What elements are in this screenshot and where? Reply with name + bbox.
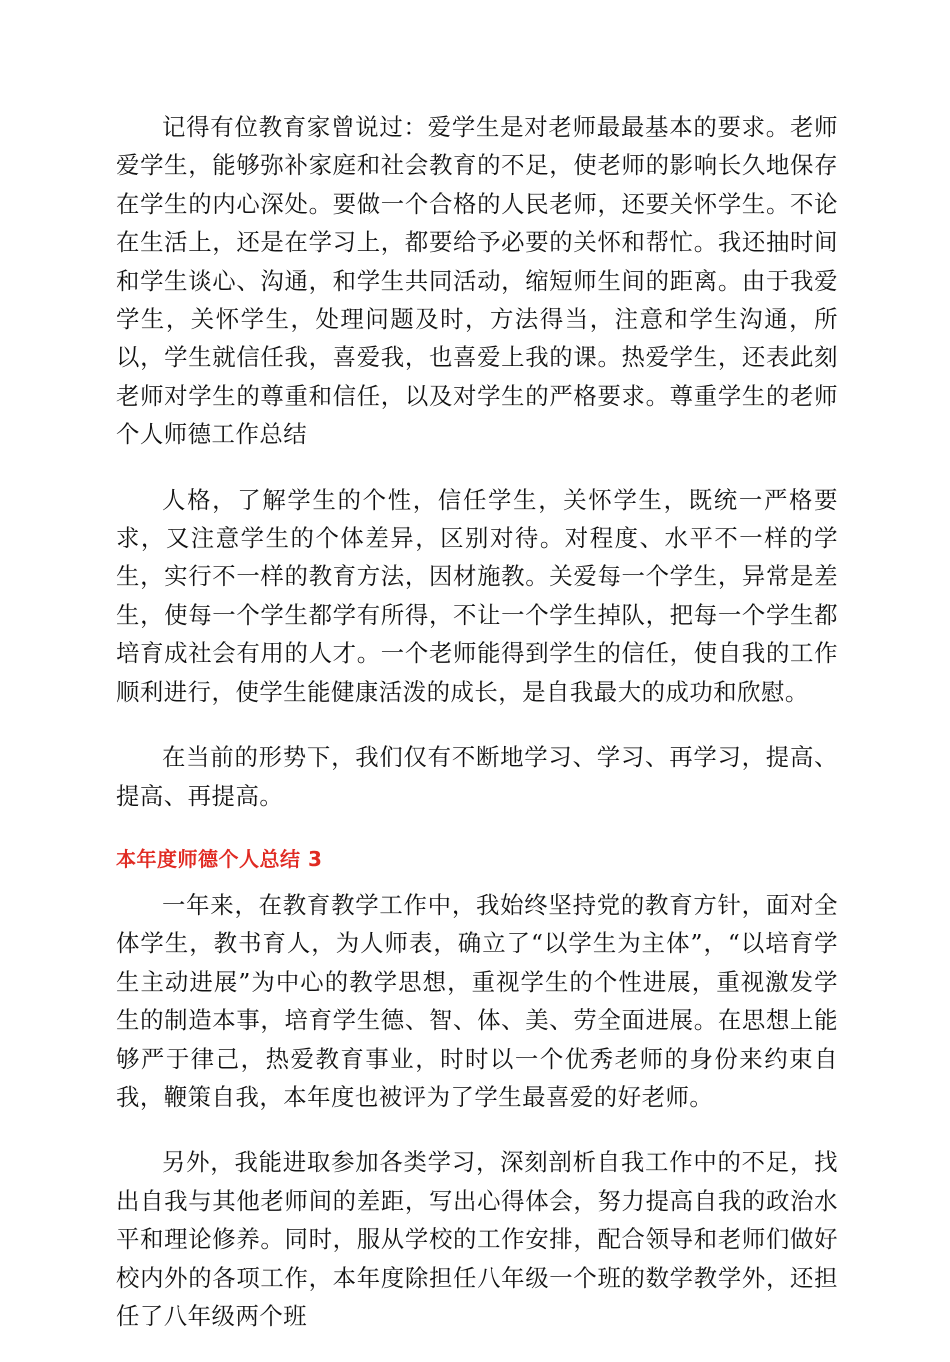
document-page xyxy=(116,108,838,1362)
paragraph-love-students: 记得有位教育家曾说过：爱学生是对老师最最基本的要求。老师爱学生，能够弥补家庭和社会教育的不足，使老师的影响长久地保存在学生的内心深处。要做一个合格的人民老师，还要关怀学生。不论在生活上，还是在学习上，都要给予必要的关怀和帮忙。我还抽时间和学生谈心、沟通，和学生共同活动，缩短师生间的距离。由于我爱学生，关怀学生，处理问题及时，方法得当，注意和学生沟通，所以，学生就信任我，喜爱我，也喜爱上我的课。热爱学生，还表此刻老师对学生的尊重和信任，以及对学生的严格要求。尊重学生的老师个人师德工作总结 xyxy=(116,113,838,449)
paragraph-keep-learning: 在当前的形势下，我们仅有不断地学习、学习、再学习，提高、提高、再提高。 xyxy=(116,743,838,810)
paragraph-year-review: 一年来，在教育教学工作中，我始终坚持党的教育方针，面对全体学生，教书育人，为人师表，确立了“以学生为主体”，“以培育学生主动进展”为中心的教学思想，重视学生的个性进展，重视激发学生的制造本事，培育学生德、智、体、美、劳全面进展。在思想上能够严于律己，热爱教育事业，时时以一个优秀老师的身份来约束自我，鞭策自我，本年度也被评为了学生最喜爱的好老师。 xyxy=(116,890,838,1111)
paragraph-respect-personality: 人格，了解学生的个性，信任学生，关怀学生，既统一严格要求，又注意学生的个体差异，区别对待。对程度、水平不一样的学生，实行不一样的教育方法，因材施教。关爱每一个学生，异常是差生，使每一个学生都学有所得，不让一个学生掉队，把每一个学生都培育成社会有用的人才。一个老师能得到学生的信任，使自我的工作顺利进行，使学生能健康活泼的成长，是自我最大的成功和欣慰。 xyxy=(116,485,838,706)
section-heading-3: 本年度师德个人总结 3 xyxy=(116,846,323,871)
paragraph-study-work: 另外，我能进取参加各类学习，深刻剖析自我工作中的不足，找出自我与其他老师间的差距，写出心得体会，努力提高自我的政治水平和理论修养。同时，服从学校的工作安排，配合领导和老师们做好校内外的各项工作，本年度除担任八年级一个班的数学教学外，还担任了八年级两个班 xyxy=(116,1148,838,1330)
